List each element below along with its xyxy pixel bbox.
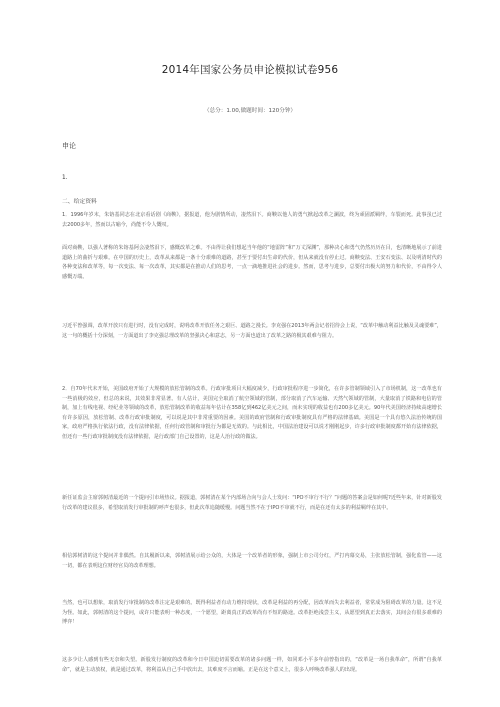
exam-meta: （总分：1.00,做题时间：120分钟）	[203, 108, 297, 114]
paragraph-2: 面对商鞅，以强人著称的朱镕基阿会凄然泪下，感慨改革之难。不由得让我们想起当年他的“地雷阵”和“万丈深渊”，那种决心和勇气仍然历历在目，也清晰地展示了前进道路上的曲折与艰难。在中国的历史上，改革从来都是一条十分艰难的道路，甚至于要付出生命的代价，但从来就没有停止过。商鞅变法、王安石变法、以及明清时代的各种变法和改革等，每一次变法、每一次改革，其实都是在推动人们的思考，一点一滴地推进社会的进步。然而，思考与进步，总要付出极大的努力和代价，不由得令人感慨万端。	[62, 245, 442, 280]
paragraph-7: 当然，也可以想象，取消发行审批制的改革注定是艰难的。既得利益者有动力维持现状，改革是利益的再分配，因改革而失去利益者，常常成为阻碍改革的力量。这不足为怪。如此，郭树清的这个提问，或许只能表明一种态度，一个愿望，距离真正的改革尚有不短的路途。改革拒绝浅尝主义，从愿望到真正去落实，其间会有很多艰难的博弈！	[62, 600, 442, 626]
question-number: 1.	[62, 175, 68, 181]
paragraph-6: 相信郭树清的这个提问并非偶然。自其履新以来，郭树清展示给公众的，大体是一个改革者的形象，强制上市公司分红，严打内幕交易，主张放松管制，强化监管——这一切，都在表明这位财经官员的改革理想。	[62, 553, 442, 569]
paragraph-8: 这多少让人感到有些无奈和失望。新股发行制度的改革和今日中国迫切需要改革的诸多问题一样，如同邓小平多年前曾指出的，“改革是一场自我革命”，所谓“自我革命”，就是主动放权，就是通过改革，将利益从自己手中放出去，其难度不言而喻。正是在这个意义上，很多人呼唤改革强人的出现。	[62, 657, 442, 673]
paragraph-5: 新任证监会主席郭树清最近的一个提问引市场热议。据报道，郭树清在某个内部场合向与会人士发问：“IPO不审行不行？”问题的答案会是如何呢?近些年来，针对新股发行改革的建议很多，希望取消发行审批制的呼声也很多，但此次革追随缓慢。问题当然不在于IPO不审就不行，而是在还有太多的利益羁绊在其中。	[62, 495, 442, 511]
paragraph-4: 2．自70年代末开始，美国政府开始了大规模的放松管制的改革。行政审批项目大幅度减少，行政审批程序进一步简化，在许多管制领域引入了市场机制，这一改革也有一些消极的效应，但总的来说，其效果非常显著。有人估计，美国完全取消了航空领域的管制，部分取消了汽车运输、天然气领域的管制，大量取消了铁路和电信的管制，加上有线电视、经纪业等领域的改革，放松管制改革的收益每年估计在358亿到462亿美元之间，而未实现的收益也有200多亿美元。90年代美国经济持续高速增长有许多原因，放松管制、改革行政审批制度，可以说是其中非常重要的因素。美国的政府管制和行政审批制度具有严格的法律基础。美国是一个具有悠久法治传统的国家，政府严格执行依法行政，没有法律依据，任何行政管制和审批行为都是无效的。与此相比，中国法治建设可以说才刚刚起步，许多行政审批制度都开始有法律依据，但还有一些行政审批制度没有法律依据，是行政部门自己设置的，这是人治行政的做法。	[62, 386, 442, 440]
document-title: 2014年国家公务员申论模拟试卷956	[161, 64, 339, 76]
paragraph-1: 1．1996年岁末，朱镕基同志在北京看话剧《商鞅》，据报道，他为剧情所动，凄然泪下。商鞅以他人的勇气掀起改革之澜波，终为顽固派羁绊，车裂而死。此事虽已过去2000多年，然而以古喻今，尚能不令人慨叹。	[62, 212, 442, 228]
section-heading: 申论	[62, 142, 76, 150]
paragraph-3: 习近平曾强调，改革开放只有进行时，没有完成时，说明改革开放任务之艰巨、道路之漫长。李克强在2013年两会记者招待会上说，“改革中触动利益比触及灵魂要难”，这一句的概括十分深刻，一方面道出了李克强总理改革的坚强决心和意志，另一方面也道出了改革之路的极其艰难与阻力。	[62, 323, 442, 339]
subheading-materials: 二、给定资料	[62, 199, 97, 205]
